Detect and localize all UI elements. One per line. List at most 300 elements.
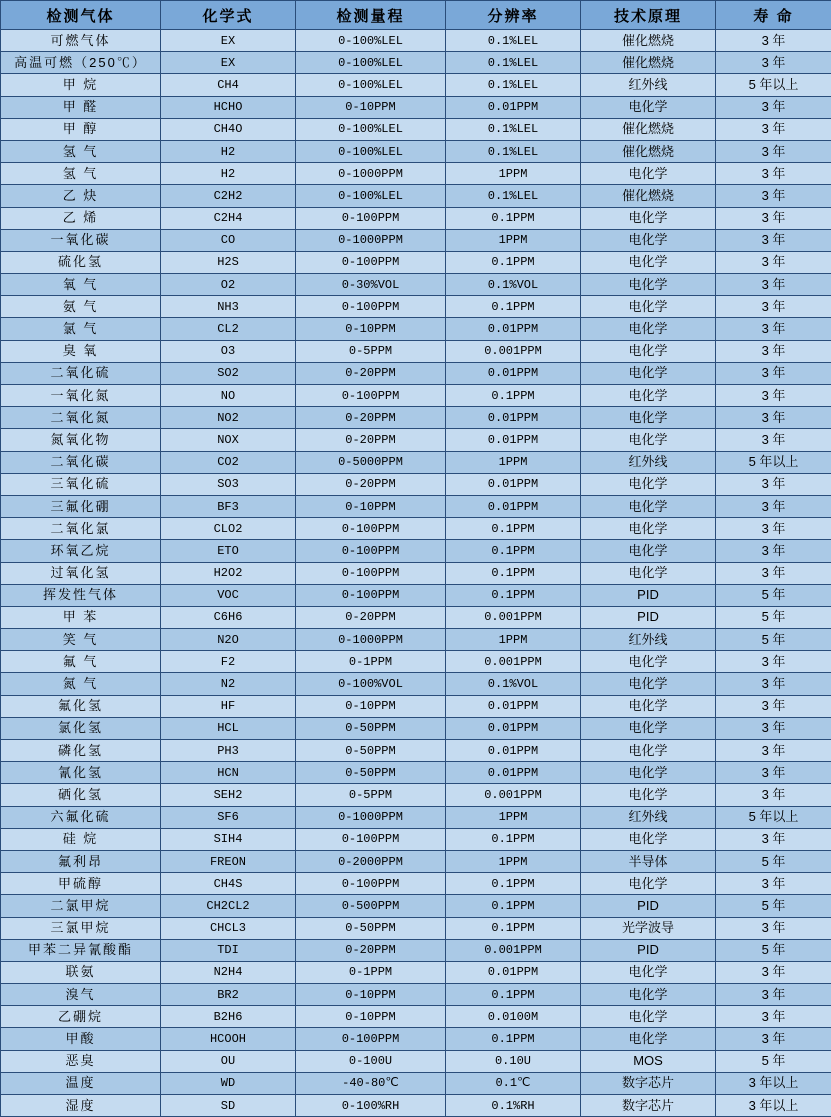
cell-gas: 氮 气: [1, 673, 161, 695]
cell-formula: WD: [161, 1072, 296, 1094]
table-row: [1, 1028, 831, 1050]
cell-resolution: 1PPM: [446, 850, 581, 872]
column-header-gas: 检测气体: [1, 1, 161, 30]
column-header-principle: 技术原理: [581, 1, 716, 30]
cell-formula: B2H6: [161, 1006, 296, 1028]
table-header: [1, 1, 831, 30]
cell-range: 0-100PPM: [296, 251, 446, 273]
cell-principle: 电化学: [581, 407, 716, 429]
table-row: [1, 562, 831, 584]
cell-range: 0-100%RH: [296, 1095, 446, 1117]
cell-gas: 二氧化氯: [1, 518, 161, 540]
cell-gas: 氟利昂: [1, 850, 161, 872]
cell-gas: 氟化氢: [1, 695, 161, 717]
cell-principle: 电化学: [581, 296, 716, 318]
cell-gas: 六氟化硫: [1, 806, 161, 828]
cell-principle: 电化学: [581, 1006, 716, 1028]
cell-formula: SIH4: [161, 828, 296, 850]
cell-formula: SF6: [161, 806, 296, 828]
cell-formula: NH3: [161, 296, 296, 318]
cell-range: 0-100PPM: [296, 385, 446, 407]
table-row: [1, 185, 831, 207]
cell-resolution: 0.01PPM: [446, 362, 581, 384]
cell-formula: SD: [161, 1095, 296, 1117]
cell-lifetime: 3 年: [716, 1028, 831, 1050]
cell-formula: NOX: [161, 429, 296, 451]
cell-resolution: 0.01PPM: [446, 96, 581, 118]
cell-resolution: 0.01PPM: [446, 717, 581, 739]
cell-lifetime: 5 年: [716, 629, 831, 651]
cell-resolution: 0.1%LEL: [446, 74, 581, 96]
cell-principle: PID: [581, 606, 716, 628]
cell-range: 0-100PPM: [296, 207, 446, 229]
cell-resolution: 0.001PPM: [446, 651, 581, 673]
cell-range: 0-100%LEL: [296, 185, 446, 207]
cell-formula: F2: [161, 651, 296, 673]
cell-gas: 二氧化碳: [1, 451, 161, 473]
cell-resolution: 0.1%VOL: [446, 274, 581, 296]
cell-gas: 笑 气: [1, 629, 161, 651]
table-row: [1, 1050, 831, 1072]
cell-resolution: 1PPM: [446, 806, 581, 828]
cell-gas: 二氧化硫: [1, 362, 161, 384]
cell-formula: HCOOH: [161, 1028, 296, 1050]
cell-resolution: 0.1PPM: [446, 207, 581, 229]
cell-formula: CO: [161, 229, 296, 251]
cell-lifetime: 3 年: [716, 318, 831, 340]
cell-resolution: 0.01PPM: [446, 318, 581, 340]
cell-lifetime: 3 年: [716, 140, 831, 162]
table-row: [1, 651, 831, 673]
cell-principle: 红外线: [581, 451, 716, 473]
table-row: [1, 606, 831, 628]
cell-principle: 催化燃烧: [581, 30, 716, 52]
table-header-row: [1, 1, 831, 30]
cell-principle: 红外线: [581, 629, 716, 651]
cell-range: 0-1000PPM: [296, 163, 446, 185]
cell-range: 0-1PPM: [296, 961, 446, 983]
cell-resolution: 0.1PPM: [446, 385, 581, 407]
cell-range: 0-5PPM: [296, 784, 446, 806]
cell-gas: 恶臭: [1, 1050, 161, 1072]
table-row: [1, 473, 831, 495]
table-row: [1, 96, 831, 118]
cell-resolution: 1PPM: [446, 629, 581, 651]
cell-resolution: 0.1PPM: [446, 828, 581, 850]
cell-formula: PH3: [161, 740, 296, 762]
cell-principle: 电化学: [581, 740, 716, 762]
cell-formula: C2H4: [161, 207, 296, 229]
cell-formula: NO: [161, 385, 296, 407]
cell-lifetime: 3 年: [716, 30, 831, 52]
cell-gas: 磷化氢: [1, 740, 161, 762]
cell-formula: CL2: [161, 318, 296, 340]
cell-lifetime: 3 年: [716, 984, 831, 1006]
column-header-range: 检测量程: [296, 1, 446, 30]
cell-formula: HF: [161, 695, 296, 717]
cell-range: 0-1000PPM: [296, 229, 446, 251]
cell-formula: C6H6: [161, 606, 296, 628]
cell-lifetime: 3 年: [716, 717, 831, 739]
cell-range: 0-20PPM: [296, 606, 446, 628]
table-row: [1, 1072, 831, 1094]
cell-range: 0-1000PPM: [296, 806, 446, 828]
cell-range: 0-100%LEL: [296, 140, 446, 162]
cell-resolution: 0.001PPM: [446, 939, 581, 961]
table-row: [1, 673, 831, 695]
cell-principle: MOS: [581, 1050, 716, 1072]
cell-formula: C2H2: [161, 185, 296, 207]
cell-principle: 电化学: [581, 984, 716, 1006]
cell-lifetime: 3 年: [716, 362, 831, 384]
cell-resolution: 0.01PPM: [446, 407, 581, 429]
cell-resolution: 0.001PPM: [446, 606, 581, 628]
cell-gas: 三氯甲烷: [1, 917, 161, 939]
cell-principle: 电化学: [581, 340, 716, 362]
table-row: [1, 1006, 831, 1028]
cell-formula: O2: [161, 274, 296, 296]
cell-lifetime: 3 年: [716, 784, 831, 806]
table-row: [1, 407, 831, 429]
table-row: [1, 629, 831, 651]
cell-principle: PID: [581, 584, 716, 606]
cell-principle: 电化学: [581, 207, 716, 229]
cell-gas: 甲 苯: [1, 606, 161, 628]
cell-principle: 催化燃烧: [581, 140, 716, 162]
table-row: [1, 762, 831, 784]
cell-gas: 甲苯二异氰酸酯: [1, 939, 161, 961]
table-row: [1, 695, 831, 717]
cell-range: 0-1000PPM: [296, 629, 446, 651]
cell-principle: 电化学: [581, 695, 716, 717]
cell-lifetime: 3 年: [716, 185, 831, 207]
cell-gas: 过氧化氢: [1, 562, 161, 584]
cell-gas: 甲 醇: [1, 118, 161, 140]
table-row: [1, 362, 831, 384]
cell-lifetime: 5 年: [716, 584, 831, 606]
cell-lifetime: 3 年以上: [716, 1095, 831, 1117]
table-body: [1, 30, 831, 1117]
cell-gas: 乙 炔: [1, 185, 161, 207]
cell-range: 0-5PPM: [296, 340, 446, 362]
cell-lifetime: 3 年: [716, 429, 831, 451]
cell-formula: O3: [161, 340, 296, 362]
cell-principle: 电化学: [581, 229, 716, 251]
cell-lifetime: 3 年: [716, 673, 831, 695]
cell-resolution: 0.1PPM: [446, 917, 581, 939]
cell-range: 0-100PPM: [296, 296, 446, 318]
table-row: [1, 451, 831, 473]
cell-range: 0-1PPM: [296, 651, 446, 673]
cell-formula: CH4O: [161, 118, 296, 140]
cell-lifetime: 3 年: [716, 296, 831, 318]
table-row: [1, 917, 831, 939]
cell-range: 0-100PPM: [296, 828, 446, 850]
cell-formula: CLO2: [161, 518, 296, 540]
cell-resolution: 0.1%LEL: [446, 185, 581, 207]
cell-formula: SO2: [161, 362, 296, 384]
cell-range: 0-20PPM: [296, 407, 446, 429]
cell-resolution: 0.1%RH: [446, 1095, 581, 1117]
cell-lifetime: 3 年: [716, 518, 831, 540]
cell-resolution: 0.1PPM: [446, 562, 581, 584]
cell-formula: ETO: [161, 540, 296, 562]
cell-gas: 溴气: [1, 984, 161, 1006]
cell-principle: 电化学: [581, 163, 716, 185]
cell-resolution: 0.01PPM: [446, 429, 581, 451]
cell-range: 0-10PPM: [296, 96, 446, 118]
cell-range: 0-10PPM: [296, 984, 446, 1006]
cell-gas: 高温可燃（250℃）: [1, 52, 161, 74]
cell-range: 0-20PPM: [296, 429, 446, 451]
table-row: [1, 30, 831, 52]
cell-principle: 光学波导: [581, 917, 716, 939]
table-row: [1, 540, 831, 562]
cell-principle: 电化学: [581, 784, 716, 806]
cell-resolution: 0.001PPM: [446, 340, 581, 362]
cell-resolution: 0.1%VOL: [446, 673, 581, 695]
cell-lifetime: 5 年以上: [716, 806, 831, 828]
cell-formula: BR2: [161, 984, 296, 1006]
cell-principle: 红外线: [581, 74, 716, 96]
cell-resolution: 0.1PPM: [446, 296, 581, 318]
cell-lifetime: 5 年: [716, 1050, 831, 1072]
cell-formula: EX: [161, 30, 296, 52]
cell-range: 0-100PPM: [296, 518, 446, 540]
cell-lifetime: 3 年: [716, 96, 831, 118]
cell-range: 0-100%LEL: [296, 74, 446, 96]
cell-range: 0-10PPM: [296, 318, 446, 340]
cell-gas: 三氟化硼: [1, 495, 161, 517]
cell-principle: 红外线: [581, 806, 716, 828]
cell-gas: 氢 气: [1, 140, 161, 162]
cell-principle: 数字芯片: [581, 1095, 716, 1117]
cell-lifetime: 3 年: [716, 540, 831, 562]
cell-gas: 氯 气: [1, 318, 161, 340]
table-row: [1, 274, 831, 296]
cell-lifetime: 3 年: [716, 1006, 831, 1028]
cell-resolution: 0.1%LEL: [446, 52, 581, 74]
cell-gas: 可燃气体: [1, 30, 161, 52]
table-row: [1, 251, 831, 273]
cell-gas: 三氧化硫: [1, 473, 161, 495]
cell-resolution: 0.01PPM: [446, 762, 581, 784]
cell-range: 0-2000PPM: [296, 850, 446, 872]
cell-range: 0-100%LEL: [296, 118, 446, 140]
cell-principle: 半导体: [581, 850, 716, 872]
cell-formula: FREON: [161, 850, 296, 872]
cell-principle: 电化学: [581, 540, 716, 562]
cell-range: 0-500PPM: [296, 895, 446, 917]
cell-formula: CH4: [161, 74, 296, 96]
cell-range: 0-100%LEL: [296, 52, 446, 74]
cell-gas: 乙硼烷: [1, 1006, 161, 1028]
cell-range: 0-10PPM: [296, 695, 446, 717]
cell-lifetime: 3 年: [716, 385, 831, 407]
cell-formula: N2O: [161, 629, 296, 651]
cell-gas: 二氧化氮: [1, 407, 161, 429]
cell-range: 0-10PPM: [296, 495, 446, 517]
table-row: [1, 52, 831, 74]
cell-principle: 电化学: [581, 1028, 716, 1050]
cell-resolution: 1PPM: [446, 451, 581, 473]
cell-range: 0-100U: [296, 1050, 446, 1072]
cell-lifetime: 3 年: [716, 340, 831, 362]
cell-gas: 挥发性气体: [1, 584, 161, 606]
cell-range: 0-100PPM: [296, 873, 446, 895]
cell-range: 0-100PPM: [296, 562, 446, 584]
table-row: [1, 717, 831, 739]
table-row: [1, 296, 831, 318]
cell-range: 0-100PPM: [296, 540, 446, 562]
cell-lifetime: 3 年: [716, 961, 831, 983]
cell-principle: 电化学: [581, 673, 716, 695]
cell-resolution: 0.1PPM: [446, 540, 581, 562]
cell-formula: NO2: [161, 407, 296, 429]
cell-formula: CHCL3: [161, 917, 296, 939]
cell-gas: 硒化氢: [1, 784, 161, 806]
cell-principle: 电化学: [581, 518, 716, 540]
cell-gas: 氯化氢: [1, 717, 161, 739]
cell-formula: N2: [161, 673, 296, 695]
cell-principle: 电化学: [581, 318, 716, 340]
table-row: [1, 584, 831, 606]
cell-range: 0-30%VOL: [296, 274, 446, 296]
cell-resolution: 0.01PPM: [446, 740, 581, 762]
cell-lifetime: 3 年: [716, 873, 831, 895]
cell-lifetime: 3 年: [716, 495, 831, 517]
cell-resolution: 1PPM: [446, 163, 581, 185]
cell-lifetime: 3 年以上: [716, 1072, 831, 1094]
cell-range: 0-10PPM: [296, 1006, 446, 1028]
cell-gas: 乙 烯: [1, 207, 161, 229]
cell-resolution: 0.1PPM: [446, 895, 581, 917]
cell-resolution: 0.01PPM: [446, 473, 581, 495]
cell-lifetime: 3 年: [716, 917, 831, 939]
table-row: [1, 207, 831, 229]
cell-lifetime: 3 年: [716, 562, 831, 584]
table-row: [1, 850, 831, 872]
table-row: [1, 895, 831, 917]
cell-principle: 电化学: [581, 828, 716, 850]
cell-principle: 电化学: [581, 274, 716, 296]
cell-gas: 甲 醛: [1, 96, 161, 118]
cell-resolution: 0.0100M: [446, 1006, 581, 1028]
cell-lifetime: 3 年: [716, 740, 831, 762]
cell-formula: SEH2: [161, 784, 296, 806]
table-row: [1, 784, 831, 806]
cell-gas: 湿度: [1, 1095, 161, 1117]
cell-lifetime: 3 年: [716, 473, 831, 495]
cell-range: 0-50PPM: [296, 762, 446, 784]
cell-range: 0-100PPM: [296, 1028, 446, 1050]
table-row: [1, 961, 831, 983]
cell-resolution: 0.01PPM: [446, 695, 581, 717]
cell-principle: 数字芯片: [581, 1072, 716, 1094]
cell-resolution: 0.1PPM: [446, 984, 581, 1006]
cell-lifetime: 3 年: [716, 695, 831, 717]
table-row: [1, 495, 831, 517]
cell-formula: TDI: [161, 939, 296, 961]
cell-formula: BF3: [161, 495, 296, 517]
table-row: [1, 163, 831, 185]
cell-principle: 电化学: [581, 495, 716, 517]
cell-formula: CH4S: [161, 873, 296, 895]
cell-formula: HCN: [161, 762, 296, 784]
cell-principle: 催化燃烧: [581, 118, 716, 140]
table-row: [1, 429, 831, 451]
cell-gas: 甲 烷: [1, 74, 161, 96]
cell-formula: H2S: [161, 251, 296, 273]
cell-gas: 甲硫醇: [1, 873, 161, 895]
cell-range: 0-50PPM: [296, 740, 446, 762]
cell-resolution: 0.1PPM: [446, 584, 581, 606]
cell-resolution: 0.1%LEL: [446, 140, 581, 162]
table-row: [1, 939, 831, 961]
cell-range: 0-5000PPM: [296, 451, 446, 473]
column-header-lifetime: 寿 命: [716, 1, 831, 30]
table-row: [1, 984, 831, 1006]
cell-range: 0-100PPM: [296, 584, 446, 606]
cell-formula: N2H4: [161, 961, 296, 983]
cell-gas: 联氨: [1, 961, 161, 983]
cell-lifetime: 5 年: [716, 606, 831, 628]
cell-range: 0-50PPM: [296, 917, 446, 939]
cell-resolution: 0.1%LEL: [446, 30, 581, 52]
table-row: [1, 340, 831, 362]
cell-principle: 电化学: [581, 251, 716, 273]
cell-range: 0-20PPM: [296, 362, 446, 384]
cell-gas: 一氧化碳: [1, 229, 161, 251]
cell-lifetime: 3 年: [716, 762, 831, 784]
cell-gas: 氢 气: [1, 163, 161, 185]
table-row: [1, 229, 831, 251]
cell-resolution: 0.1%LEL: [446, 118, 581, 140]
cell-gas: 氟 气: [1, 651, 161, 673]
cell-lifetime: 3 年: [716, 251, 831, 273]
cell-resolution: 0.1PPM: [446, 1028, 581, 1050]
table-row: [1, 873, 831, 895]
cell-range: 0-20PPM: [296, 473, 446, 495]
cell-range: 0-100%VOL: [296, 673, 446, 695]
cell-principle: 催化燃烧: [581, 185, 716, 207]
cell-range: 0-20PPM: [296, 939, 446, 961]
cell-formula: SO3: [161, 473, 296, 495]
table-row: [1, 74, 831, 96]
cell-gas: 氮氧化物: [1, 429, 161, 451]
cell-principle: 电化学: [581, 96, 716, 118]
cell-resolution: 1PPM: [446, 229, 581, 251]
cell-lifetime: 3 年: [716, 163, 831, 185]
cell-lifetime: 5 年以上: [716, 451, 831, 473]
cell-gas: 臭 氧: [1, 340, 161, 362]
cell-gas: 一氧化氮: [1, 385, 161, 407]
cell-principle: 电化学: [581, 961, 716, 983]
cell-formula: CO2: [161, 451, 296, 473]
cell-principle: 电化学: [581, 762, 716, 784]
cell-formula: H2: [161, 140, 296, 162]
cell-gas: 氨 气: [1, 296, 161, 318]
cell-lifetime: 5 年: [716, 850, 831, 872]
table-row: [1, 518, 831, 540]
cell-resolution: 0.1℃: [446, 1072, 581, 1094]
cell-principle: 电化学: [581, 473, 716, 495]
cell-range: 0-50PPM: [296, 717, 446, 739]
table-row: [1, 806, 831, 828]
cell-principle: 电化学: [581, 873, 716, 895]
table-row: [1, 740, 831, 762]
cell-lifetime: 3 年: [716, 828, 831, 850]
